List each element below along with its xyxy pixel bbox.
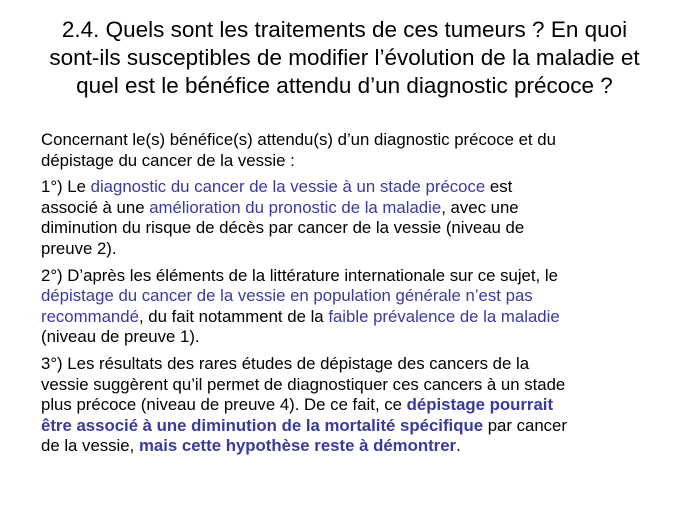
text-run: associé à une [41,197,150,217]
text-line: vessie suggèrent qu’il permet de diagnostiquer ces cancers à un stade [41,374,566,394]
title-line: 2.4. Quels sont les traitements de ces tumeurs ? En quoi [61,17,628,42]
text-line: diminution du risque de décès par cancer de la vessie (niveau de [41,218,525,238]
highlighted-text: recommandé [41,306,139,326]
text-line: preuve 2). [41,238,117,258]
text-line: 3°) Les résultats des rares études de dépistage des cancers de la [41,353,530,373]
intro-paragraph [41,130,671,171]
text-line: Concernant le(s) bénéfice(s) attendu(s) d’un diagnostic précoce et du [41,130,556,149]
highlighted-bold-text: mais cette hypothèse reste à démontrer [138,436,457,456]
highlighted-bold-text: dépistage pourrait [406,395,554,415]
title-line: quel est le bénéfice attendu d’un diagnostic précoce ? [76,73,613,98]
text-run: , avec une [441,197,519,217]
highlighted-bold-text: être associé à une diminution de la mortalité spécifique [41,415,484,435]
text-run: par cancer [483,415,567,435]
text-line [41,198,671,219]
point-1-paragraph [41,177,671,259]
highlighted-text: amélioration du pronostic de la maladie [149,197,442,217]
text-line: (niveau de preuve 1). [41,327,200,347]
text-line: dépistage du cancer de la vessie : [41,150,295,170]
text-run: . [456,436,461,456]
text-line [41,436,671,457]
point-3-paragraph [41,354,671,457]
point-2-paragraph [41,266,671,348]
text-run: plus précoce (niveau de preuve 4). De ce fait, ce [41,395,407,415]
text-run: de la vessie, [41,436,139,456]
slide-title [20,16,669,100]
slide-body [41,130,671,463]
highlighted-text: faible prévalence de la maladie [328,306,560,326]
text-line [41,395,671,416]
text-run: , du fait notamment de la [138,306,329,326]
text-line: 2°) D’après les éléments de la littérature internationale sur ce sujet, le [41,265,558,285]
text-line [41,416,671,437]
text-run: est [485,177,513,197]
highlighted-text: dépistage du cancer de la vessie en population générale n’est pas [41,286,533,306]
text-line [41,177,671,198]
title-line: sont-ils susceptibles de modifier l’évolution de la maladie et [49,45,640,70]
text-line [41,307,671,328]
highlighted-text: diagnostic du cancer de la vessie à un stade précoce [90,177,486,197]
text-run: 1°) Le [41,177,91,197]
